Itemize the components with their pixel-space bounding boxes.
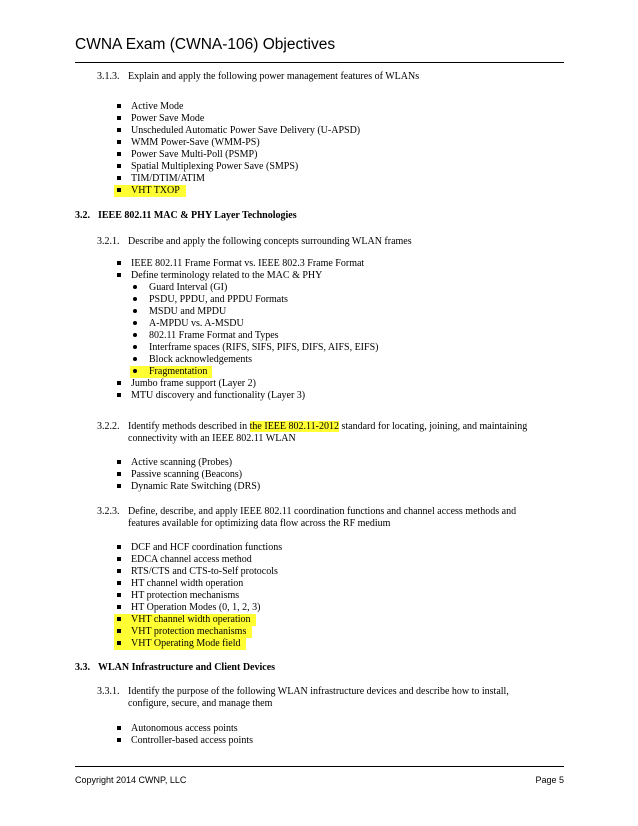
objective-text	[128, 421, 527, 433]
square-bullet-icon	[117, 273, 121, 277]
round-bullet-icon	[133, 285, 137, 289]
footer-copyright: Copyright 2014 CWNP, LLC	[75, 775, 187, 785]
list-item-text: Passive scanning (Beacons)	[131, 469, 243, 480]
section-title: IEEE 802.11 MAC & PHY Layer Technologies	[98, 210, 297, 221]
list-item-text: Autonomous access points	[131, 723, 238, 734]
objective-text: features available for optimizing data flow across the RF medium	[128, 518, 391, 529]
header-rule	[75, 62, 564, 63]
list-item-text: Unscheduled Automatic Power Save Delivery (U-APSD)	[131, 125, 361, 136]
list-item-text: Active scanning (Probes)	[131, 457, 233, 468]
footer-page-number: Page 5	[535, 775, 564, 785]
objective-text: configure, secure, and manage them	[128, 698, 273, 709]
square-bullet-icon	[117, 738, 121, 742]
list-item-text: Dynamic Rate Switching (DRS)	[131, 481, 261, 492]
objective-text: Define, describe, and apply IEEE 802.11 coordination functions and channel access methods and	[128, 506, 517, 517]
sub-list-item-text: Guard Interval (GI)	[149, 282, 228, 293]
square-bullet-icon	[117, 726, 121, 730]
sub-list-item-text: MSDU and MPDU	[149, 306, 227, 317]
square-bullet-icon	[117, 116, 121, 120]
objective-text: Describe and apply the following concepts surrounding WLAN frames	[128, 236, 412, 247]
footer-rule	[75, 766, 564, 767]
square-bullet-icon	[117, 593, 121, 597]
list-item-text: Jumbo frame support (Layer 2)	[131, 378, 256, 389]
round-bullet-icon	[133, 345, 137, 349]
objective-number: 3.1.3.	[97, 71, 120, 82]
round-bullet-icon	[133, 333, 137, 337]
square-bullet-icon	[117, 484, 121, 488]
list-item-text: Active Mode	[131, 101, 184, 112]
page-header-title: CWNA Exam (CWNA-106) Objectives	[75, 36, 336, 53]
sub-list-item-text: PSDU, PPDU, and PPDU Formats	[149, 294, 288, 305]
square-bullet-icon	[117, 581, 121, 585]
square-bullet-icon	[117, 617, 121, 621]
objective-text: Identify the purpose of the following WLAN infrastructure devices and describe how to install,	[128, 686, 509, 697]
square-bullet-icon	[117, 545, 121, 549]
square-bullet-icon	[117, 104, 121, 108]
square-bullet-icon	[117, 629, 121, 633]
list-item-text: Spatial Multiplexing Power Save (SMPS)	[131, 161, 299, 172]
round-bullet-icon	[133, 321, 137, 325]
square-bullet-icon	[117, 557, 121, 561]
square-bullet-icon	[117, 152, 121, 156]
objective-number: 3.2.3.	[97, 506, 120, 517]
list-item-text: MTU discovery and functionality (Layer 3)	[131, 390, 306, 401]
sub-list-item-text: Fragmentation	[149, 366, 208, 377]
square-bullet-icon	[117, 188, 121, 192]
square-bullet-icon	[117, 176, 121, 180]
square-bullet-icon	[117, 393, 121, 397]
sub-list-item-text: 802.11 Frame Format and Types	[149, 330, 279, 341]
sub-list-item-text: A-MPDU vs. A-MSDU	[149, 318, 244, 329]
square-bullet-icon	[117, 460, 121, 464]
section-title: WLAN Infrastructure and Client Devices	[98, 662, 276, 673]
square-bullet-icon	[117, 261, 121, 265]
objective-text-part: standard for locating, joining, and maintaining	[338, 421, 528, 432]
list-item-text: Controller-based access points	[131, 735, 253, 746]
objective-text-part: Identify methods described in	[128, 421, 250, 432]
list-item-text: VHT TXOP	[131, 185, 180, 196]
list-item-text: VHT channel width operation	[131, 614, 251, 625]
square-bullet-icon	[117, 164, 121, 168]
list-item-text: Power Save Mode	[131, 113, 205, 124]
section-number: 3.2.	[75, 210, 90, 221]
highlighted-text: the IEEE 802.11-2012	[249, 421, 339, 432]
square-bullet-icon	[117, 605, 121, 609]
list-item-text: VHT protection mechanisms	[131, 626, 247, 637]
objective-number: 3.3.1.	[97, 686, 120, 697]
square-bullet-icon	[117, 569, 121, 573]
sub-list-item-text: Interframe spaces (RIFS, SIFS, PIFS, DIFS, AIFS, EIFS)	[149, 342, 379, 353]
list-item-text: IEEE 802.11 Frame Format vs. IEEE 802.3 Frame Format	[131, 258, 365, 269]
square-bullet-icon	[117, 641, 121, 645]
objective-text: connectivity with an IEEE 802.11 WLAN	[128, 433, 296, 444]
round-bullet-icon	[133, 369, 137, 373]
list-item-text: HT Operation Modes (0, 1, 2, 3)	[131, 602, 261, 613]
section-number: 3.3.	[75, 662, 90, 673]
round-bullet-icon	[133, 309, 137, 313]
square-bullet-icon	[117, 140, 121, 144]
sub-list-item-text: Block acknowledgements	[149, 354, 253, 365]
round-bullet-icon	[133, 297, 137, 301]
square-bullet-icon	[117, 472, 121, 476]
list-item-text: Power Save Multi-Poll (PSMP)	[131, 149, 258, 160]
objective-text: Explain and apply the following power management features of WLANs	[128, 71, 420, 82]
square-bullet-icon	[117, 381, 121, 385]
objective-number: 3.2.2.	[97, 421, 120, 432]
list-item-text: HT channel width operation	[131, 578, 244, 589]
list-item-text: TIM/DTIM/ATIM	[131, 173, 205, 184]
list-item-text: Define terminology related to the MAC & PHY	[131, 270, 323, 281]
list-item-text: HT protection mechanisms	[131, 590, 240, 601]
list-item-text: EDCA channel access method	[131, 554, 252, 565]
square-bullet-icon	[117, 128, 121, 132]
list-item-text: WMM Power-Save (WMM-PS)	[131, 137, 260, 148]
round-bullet-icon	[133, 357, 137, 361]
objective-number: 3.2.1.	[97, 236, 120, 247]
list-item-text: VHT Operating Mode field	[131, 638, 241, 649]
list-item-text: DCF and HCF coordination functions	[131, 542, 283, 553]
list-item-text: RTS/CTS and CTS-to-Self protocols	[131, 566, 278, 577]
